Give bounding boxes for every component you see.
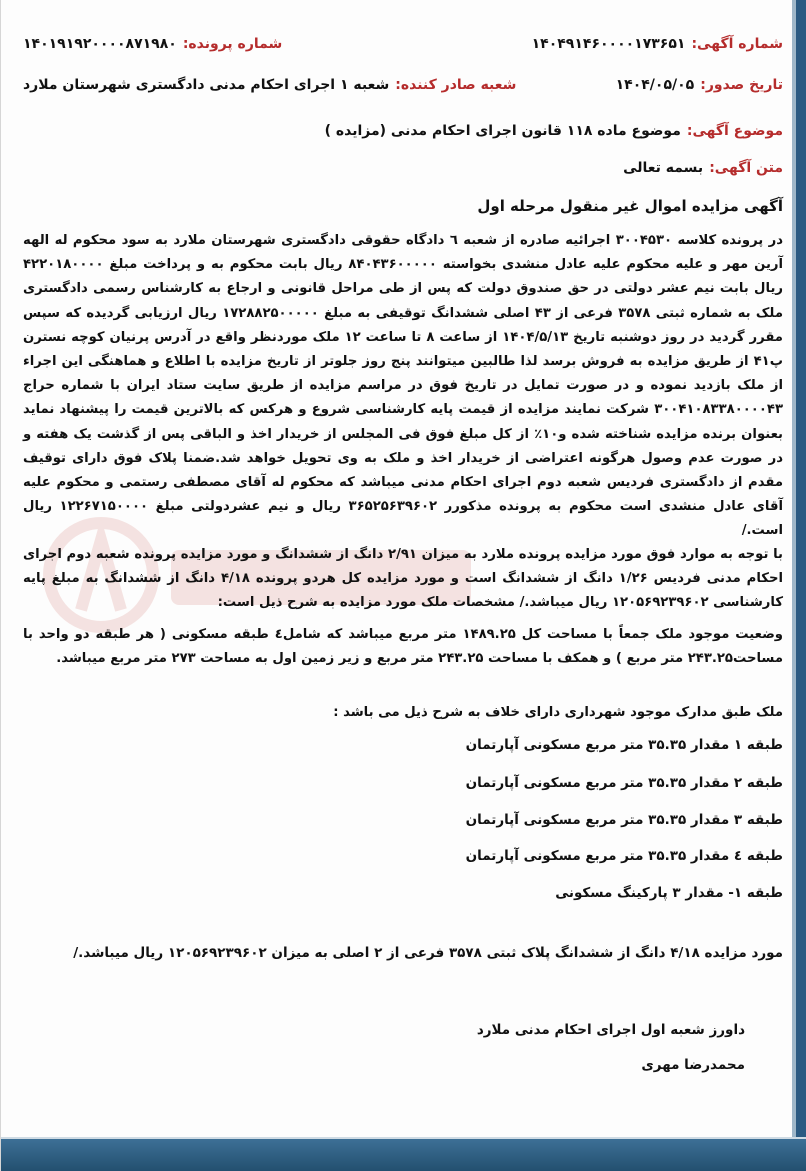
notice-number-label: شماره آگهی: (691, 36, 783, 52)
issue-date-value: ۱۴۰۴/۰۵/۰۵ (615, 77, 695, 93)
issuer-value: شعبه ۱ اجرای احکام مدنی دادگستری شهرستان ملارد (23, 77, 390, 93)
floor-violation-item: طبقه ۳ مقدار ۳۵.۳۵ متر مربع مسکونی آپارتمان (465, 812, 783, 828)
issue-date-label: تاریخ صدور: (700, 77, 783, 93)
subject-value: موضوع ماده ۱۱۸ قانون اجرای احکام مدنی (مزایده ) (324, 123, 681, 139)
issuer-label: شعبه صادر کننده: (395, 77, 517, 93)
paragraph-case-details: در پرونده کلاسه ۳۰۰۴۵۳۰ اجرائیه صادره از شعبه ٦ دادگاه حقوقی دادگستری شهرستان ملارد به سود محکوم له الهه آرین مهر و علیه محکوم علیه عادل منشدی بخواسته ۸۴۰۴۳۶۰۰۰۰۰ ریال بابت محکوم به و پرداخت مبلغ ۴۲۲۰۱۸۰۰۰۰ ریال بابت نیم عشر دولتی در حق صندوق دولت که پس از طی مراحل قانونی و ارجاع به کارشناس رسمی دادگستری ملک به شماره ثبتی ۳۵۷۸ فرعی از ۴۳ اصلی ششدانگ توقیفی به مبلغ ۱۷۲۸۸۲۵۰۰۰۰۰ ریال ارزیابی گردیده که سپس مقرر گردید در روز دوشنبه تاریخ ۱۴۰۴/۵/۱۳ از ساعت ۸ تا ساعت ۱۲ ملک موردنظر واقع در آدرس پرنیان کوچه نسترن پ۴۱ از طریق مزایده به فروش برسد لذا طالبین میتوانند پنج روز جلوتر از تاریخ مزایده با اطلاع و هماهنگی این اجراء از ملک بازدید نموده و در صورت تمایل در تاریخ فوق در مراسم مزایده از طریق سایت ستاد ایران با شماره حراج ۳۰۰۴۱۰۸۳۳۸۰۰۰۰۴۳ شرکت نمایند مزایده از قیمت پایه کارشناسی شروع و هرکس که بالاترین قیمت را پیشنهاد نماید بعنوان برنده مزایده شناخته شده و۱۰٪ از کل مبلغ فوق فی المجلس از خریدار اخذ و الباقی پس از گذشت یک هفته و در صورت عدم وصول هرگونه اعتراضی از خریدار اخذ و ملک به وی تحویل خواهد شد.ضمنا پلاک فوق دارای توقیف مقدم از دادگستری فردیس شعبه دوم اجرای احکام مدنی میباشد که محکوم له آقای مصطفی رستمی و محکوم علیه آقای عادل منشدی است محکوم به پرونده مذکورر ۳۶۵۲۵۶۳۹۶۰۲ ریال و نیم عشردولتی مبلغ ۱۲۲۶۷۱۵۰۰۰۰ ریال است./ (23, 233, 784, 539)
case-number-label: شماره پرونده: (182, 36, 283, 52)
case-number-value: ۱۴۰۱۹۱۹۲۰۰۰۰۸۷۱۹۸۰ (23, 36, 177, 52)
signature-title: داورز شعبه اول اجرای احکام مدنی ملارد (476, 1022, 745, 1038)
signature-name: محمدرضا مهری (641, 1057, 745, 1073)
text-label-value: بسمه تعالی (623, 160, 704, 176)
paragraph-property-status: وضعیت موجود ملک جمعاً با مساحت کل ۱۴۸۹.۲۵ متر مربع میباشد که شامل٤ طبقه مسکونی ( هر طبقه دو واحد با مساحت۲۴۳.۲۵ متر مربع ) و همکف با مساحت ۲۴۳.۲۵ متر مربع و زیر زمین اول به مساحت ۲۷۳ متر مربع میباشد. (23, 627, 784, 667)
notice-text-header (623, 160, 783, 176)
issue-date (616, 77, 783, 93)
paragraph-share-details: با توجه به موارد فوق مورد مزایده پرونده ملارد به میزان ۲/۹۱ دانگ از ششدانگ و مورد مزایده پرونده شعبه دوم اجرای احکام مدنی فردیس ۱/۲۶ دانگ از ششدانگ است و مورد مزایده کل هردو پرونده ۴/۱۸ دانگ از ششدانگ به مبلغ پایه کارشناسی ۱۲۰۵۶۹۲۳۹۶۰۲ ریال میباشد./ مشخصات ملک مورد مزایده به شرح ذیل است: (23, 547, 783, 611)
scrollbar[interactable] (796, 0, 806, 1140)
floor-violation-item: طبقه ۱ مقدار ۳۵.۳۵ متر مربع مسکونی آپارتمان (465, 737, 783, 753)
notice-number (532, 36, 783, 52)
header-row-numbers (23, 36, 783, 52)
notice-number-value: ۱۴۰۴۹۱۴۶۰۰۰۰۱۷۳۶۵۱ (531, 36, 686, 52)
notice-heading: آگهی مزایده اموال غیر منقول مرحله اول (477, 197, 783, 215)
text-label: متن آگهی: (709, 160, 783, 176)
floor-violation-item: طبقه ۱- مقدار ۳ پارکینگ مسکونی (555, 885, 783, 901)
auction-summary: مورد مزایده ۴/۱۸ دانگ از ششدانگ پلاک ثبتی ۳۵۷۸ فرعی از ۲ اصلی به میزان ۱۲۰۵۶۹۲۳۹۶۰۲ ریال میباشد./ (73, 945, 783, 961)
notice-content (15, 0, 793, 1140)
paragraph-violations-intro: ملک طبق مدارک موجود شهرداری دارای خلاف به شرح ذیل می باشد : (333, 705, 783, 720)
floor-violation-item: طبقه ٤ مقدار ۳۵.۳۵ متر مربع مسکونی آپارتمان (465, 848, 783, 864)
subject-label: موضوع آگهی: (686, 123, 783, 139)
header-row-issue (23, 77, 783, 93)
issuer-branch (23, 77, 516, 93)
case-number (23, 36, 282, 52)
bottom-taskbar (1, 1137, 806, 1171)
notice-subject (325, 123, 783, 139)
floor-violation-item: طبقه ۲ مقدار ۳۵.۳۵ متر مربع مسکونی آپارتمان (465, 775, 783, 791)
